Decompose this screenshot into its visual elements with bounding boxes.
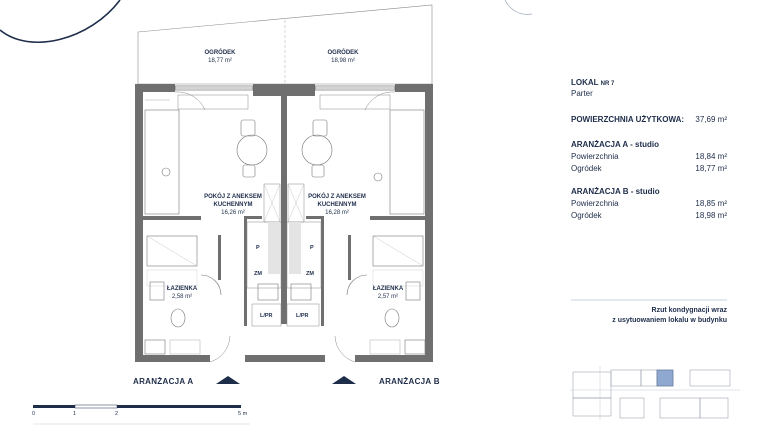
scale-label-5m: 5 m [238,411,248,417]
scale-label-1: 1 [73,411,77,417]
variant-a-garden-value: 18,77 m² [695,164,727,173]
variant-b-label: ARANŻACJA B [379,377,440,386]
variant-b-area-label: Powierzchnia [571,199,619,208]
room-left-area: 16,26 m² [221,210,245,216]
garden-left-name: OGRÓDEK [204,50,236,56]
usable-area-row [571,115,727,127]
closet-right-zm: ZM [306,271,314,277]
kitchen-right [374,110,424,214]
bath-right-name: ŁAZIENKA [372,286,404,292]
unit-floor: Parter [571,89,593,98]
garden-right-name: OGRÓDEK [327,50,359,56]
arrow-variant-b [332,376,356,384]
bath-left-name: ŁAZIENKA [166,286,198,292]
closet-left-lpr: L/PR [260,313,273,319]
room-left-name-line1: POKÓJ Z ANEKSEM [204,194,262,200]
unit-location-highlight [657,370,673,386]
room-right-name-line1: POKÓJ Z ANEKSEM [308,194,366,200]
bath-right-area: 2,57 m² [377,294,399,300]
garden-right-area: 18,98 m² [331,58,355,64]
arrow-variant-a [216,376,240,384]
variant-b-garden-label: Ogródek [571,211,602,220]
variant-a-area-value: 18,84 m² [695,152,727,161]
variant-a-section [571,140,727,176]
variant-b-title: ARANŻACJA B - studio [571,187,660,196]
variant-a-garden-label: Ogródek [571,164,602,173]
usable-area-value: 37,69 m² [695,115,727,124]
usable-area-label: POWIERZCHNIA UŻYTKOWA: [571,115,685,124]
variant-a-area-label: Powierzchnia [571,152,619,161]
decorative-arc [0,0,120,42]
closet-left-p: P [256,245,260,251]
closet-right-lpr: L/PR [296,313,309,319]
variant-b-area-value: 18,85 m² [695,199,727,208]
unit-header [571,78,727,108]
garden-left-area: 18,77 m² [208,58,232,64]
unit-label: LOKAL [571,78,599,87]
walls [135,84,433,362]
variant-b-garden-value: 18,98 m² [695,211,727,220]
variant-a-title: ARANŻACJA A - studio [571,140,659,149]
bath-left-area: 2,58 m² [171,294,193,300]
scale-bar [33,405,250,424]
room-left-name-line2: KUCHENNYM [213,202,253,208]
scale-label-0: 0 [32,411,36,417]
key-plan-note-line2: z usytuowaniem lokalu w budynku [612,317,727,324]
unit-number: NR 7 [600,81,615,87]
closet-left-zm: ZM [254,271,262,277]
compass-fragment [505,0,532,14]
scale-label-2: 2 [115,411,119,417]
room-right-name-line2: KUCHENNYM [317,202,357,208]
building-key-plan [570,366,740,420]
kitchen-left [145,100,179,214]
room-right-area: 16,28 m² [325,210,349,216]
key-plan-note-line1: Rzut kondygnacji wraz [651,307,727,314]
closet-right-p: P [310,245,314,251]
variant-b-section [571,187,727,223]
variant-a-label: ARANŻACJA A [133,377,194,386]
